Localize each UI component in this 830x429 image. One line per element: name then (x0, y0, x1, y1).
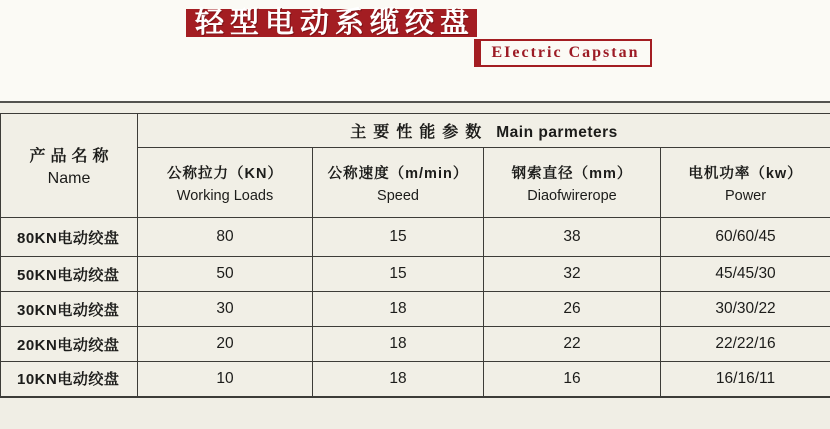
specification-table (0, 113, 830, 398)
header-main-parameters (138, 114, 830, 148)
header-wire-rope-dia-en: Diaofwirerope (527, 187, 617, 204)
header-wire-rope-dia-zh: 钢索直径（mm） (511, 165, 633, 182)
header-speed (313, 148, 484, 218)
row-rope-dia: 26 (484, 292, 661, 327)
header-main-parameters-zh: 主要性能参数 (350, 124, 489, 141)
row-product-name: 20KN电动绞盘 (1, 327, 138, 362)
page-title-english: EIectric Capstan (491, 44, 640, 61)
header-working-loads (138, 148, 313, 218)
row-product-name: 80KN电动绞盘 (1, 218, 138, 257)
row-power: 16/16/11 (661, 362, 830, 397)
table-row (1, 257, 830, 292)
row-speed: 18 (313, 362, 484, 397)
table-row (1, 327, 830, 362)
header-motor-power-en: Power (724, 187, 767, 204)
row-rope-dia: 32 (484, 257, 661, 292)
row-rope-dia: 22 (484, 327, 661, 362)
row-power: 22/22/16 (661, 327, 830, 362)
header-working-loads-zh: 公称拉力（KN） (167, 165, 283, 182)
header-speed-en: Speed (377, 187, 419, 204)
row-product-name: 10KN电动绞盘 (1, 362, 138, 397)
row-working-load: 10 (138, 362, 313, 397)
row-speed: 15 (313, 257, 484, 292)
header-working-loads-en: Working Loads (176, 187, 274, 204)
row-speed: 18 (313, 327, 484, 362)
row-rope-dia: 16 (484, 362, 661, 397)
row-working-load: 50 (138, 257, 313, 292)
header-main-parameters-en: Main parmeters (496, 124, 618, 141)
row-product-name: 30KN电动绞盘 (1, 292, 138, 327)
page-title-chinese: 轻型电动系缆绞盘 (195, 7, 476, 39)
row-product-name: 50KN电动绞盘 (1, 257, 138, 292)
title-english-box (474, 39, 652, 67)
header-motor-power-zh: 电机功率（kw） (688, 165, 803, 182)
header-speed-zh: 公称速度（m/min） (327, 165, 469, 182)
row-power: 60/60/45 (661, 218, 830, 257)
header-product-name (1, 114, 138, 218)
table-row (1, 218, 830, 257)
row-rope-dia: 38 (484, 218, 661, 257)
row-power: 45/45/30 (661, 257, 830, 292)
row-working-load: 30 (138, 292, 313, 327)
row-working-load: 20 (138, 327, 313, 362)
title-banner (186, 9, 477, 37)
header-product-name-en: Name (47, 170, 91, 187)
header-product-name-zh: 产品名称 (29, 148, 114, 165)
table-row (1, 362, 830, 397)
row-speed: 15 (313, 218, 484, 257)
row-working-load: 80 (138, 218, 313, 257)
row-speed: 18 (313, 292, 484, 327)
horizontal-rule (0, 101, 830, 103)
header-wire-rope-dia (484, 148, 661, 218)
header-motor-power (661, 148, 830, 218)
table-row (1, 292, 830, 327)
row-power: 30/30/22 (661, 292, 830, 327)
